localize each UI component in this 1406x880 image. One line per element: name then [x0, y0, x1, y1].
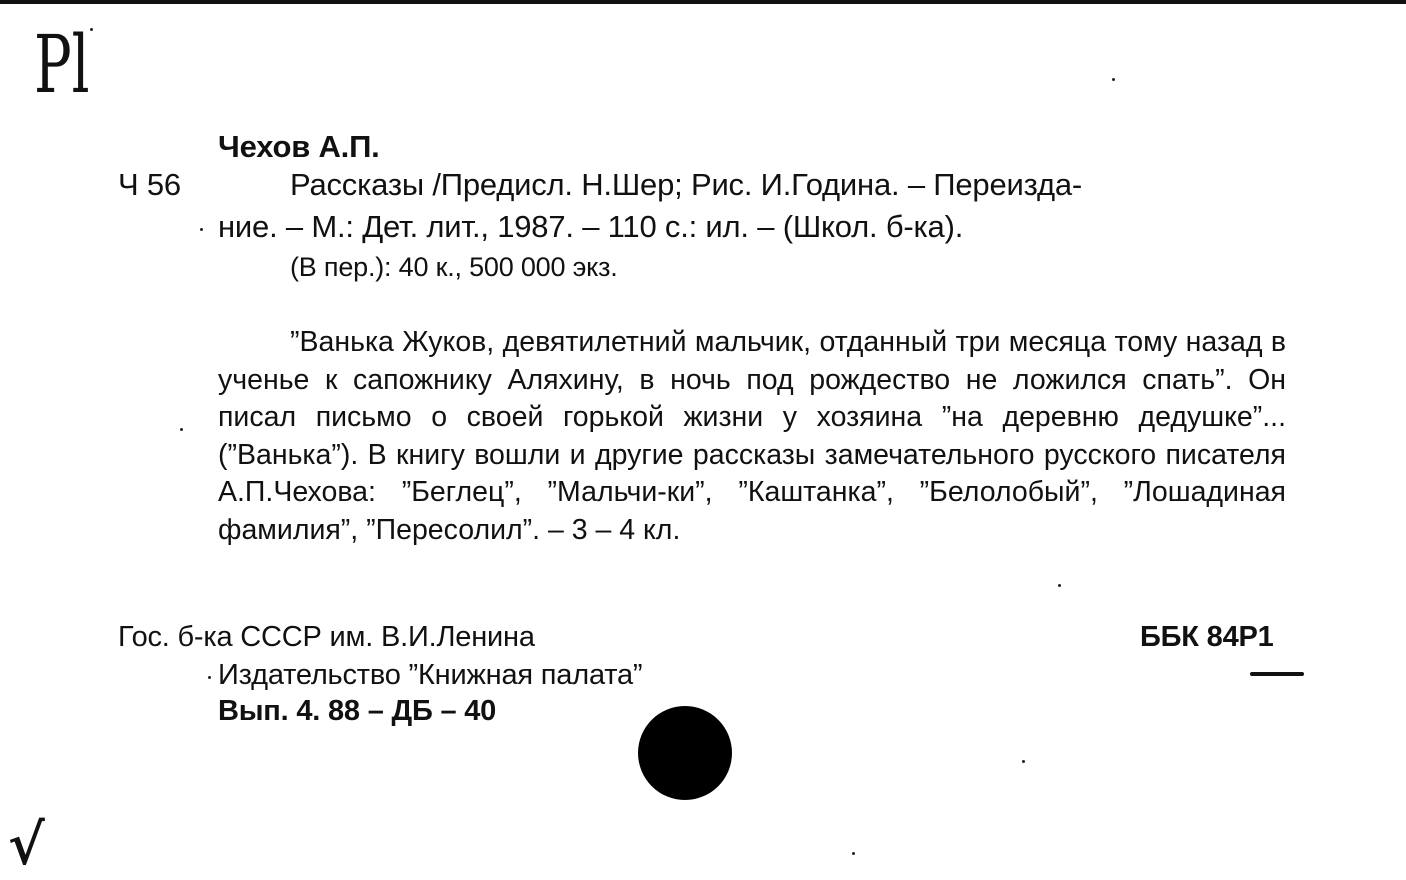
annotation-paragraph: ”Ванька Жуков, девятилетний мальчик, отданный три месяца тому назад в ученье к сапожнику Аляхину, в ночь под рождество не ложился спать”. Он писал письмо о своей горькой жизни у хозяина ”на деревню дедушке”... (”Ванька”). В книгу вошли и другие рассказы замечательного русского писателя А.П.Чехова: ”Беглец”, ”Мальчи-ки”, ”Каштанка”, ”Белолобый”, ”Лошадиная фамилия”, ”Пересолил”. – 3 – 4 кл. — [218, 326, 1286, 546]
card-top-edge — [0, 0, 1406, 4]
scan-speck — [1058, 584, 1061, 587]
bbk-underline — [1250, 672, 1304, 676]
publisher-name: Издательство ”Книжная палата” — [218, 659, 643, 691]
scan-speck — [1022, 760, 1025, 763]
bibliographic-description-line-1: Рассказы /Предисл. Н.Шер; Рис. И.Година. – Переизда- — [290, 167, 1082, 202]
price-and-print-run: (В пер.): 40 к., 500 000 экз. — [290, 252, 618, 282]
issue-number: Вып. 4. 88 – ДБ – 40 — [218, 695, 497, 727]
scan-speck — [852, 852, 855, 855]
scan-speck — [200, 228, 203, 231]
bbk-classification: ББК 84Р1 — [1140, 621, 1274, 653]
handwritten-corner-mark: Pl — [34, 18, 90, 111]
author-heading: Чехов А.П. — [218, 129, 380, 164]
bibliographic-description-line-2: ние. – М.: Дет. лит., 1987. – 110 с.: ил. – (Школ. б-ка). — [218, 209, 964, 244]
library-name: Гос. б-ка СССР им. В.И.Ленина — [118, 621, 535, 653]
punch-hole — [638, 706, 732, 800]
scan-speck — [180, 428, 183, 431]
scan-speck — [1112, 78, 1115, 81]
handwritten-check-mark: √ — [8, 812, 45, 878]
call-number: Ч 56 — [118, 167, 181, 202]
scan-speck — [208, 676, 211, 679]
scan-speck — [90, 28, 93, 31]
